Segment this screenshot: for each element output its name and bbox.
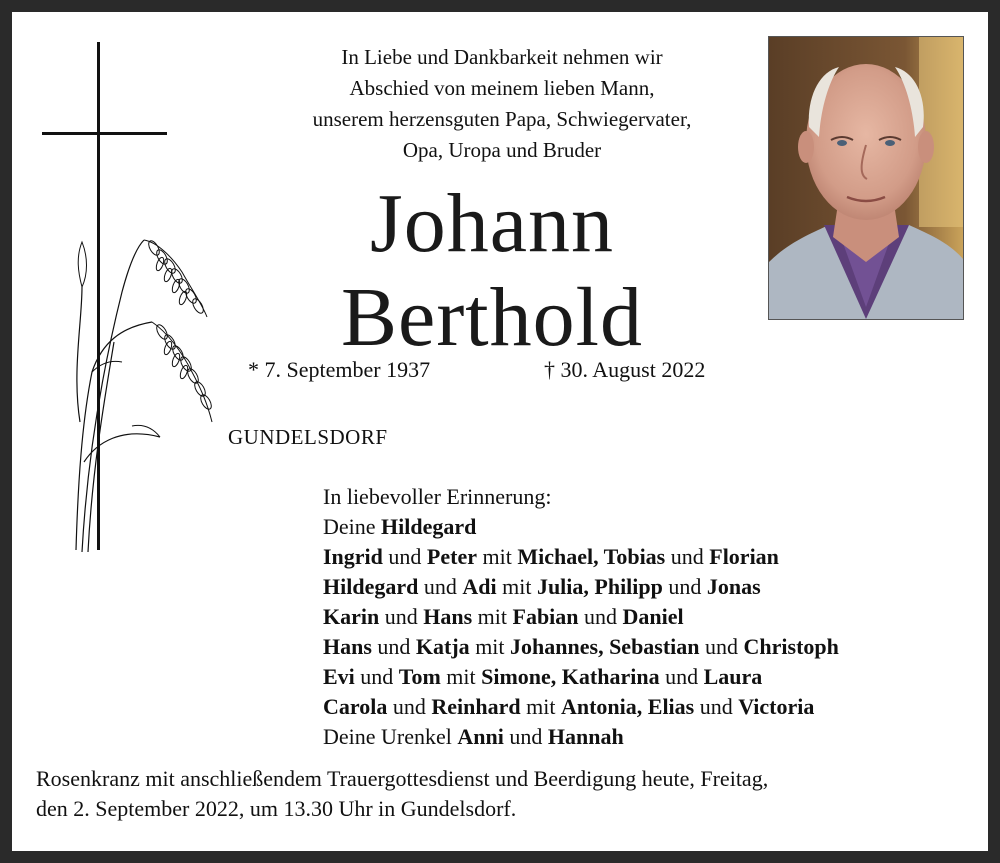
mourner-connector: mit [520, 694, 561, 719]
mourner-name: Antonia, Elias [560, 694, 695, 719]
intro-line: In Liebe und Dankbarkeit nehmen wir [341, 45, 663, 69]
mourner-line [323, 572, 983, 602]
mourners-list [323, 482, 983, 752]
mourner-name: Carola [323, 694, 388, 719]
mourner-connector: und [503, 724, 548, 749]
mourner-connector: und [659, 664, 704, 689]
mourner-name: Daniel [622, 604, 684, 629]
mourner-name: Simone, Katharina [481, 664, 660, 689]
mourner-connector: und [418, 574, 463, 599]
mourner-name: Hildegard [323, 574, 419, 599]
death-date: † 30. August 2022 [544, 357, 706, 382]
mourner-name: Hans [423, 604, 473, 629]
mourner-name: Christoph [743, 634, 839, 659]
mourner-line [323, 632, 983, 662]
last-name: Berthold [341, 271, 643, 364]
mourner-connector: mit [472, 604, 513, 629]
mourner-name: Peter [426, 544, 477, 569]
notice-line-2: den 2. September 2022, um 13.30 Uhr in Gundelsdorf. [36, 796, 517, 821]
hometown: GUNDELSDORF [228, 425, 388, 449]
first-name: Johann [370, 177, 614, 270]
mourner-name: Hannah [547, 724, 624, 749]
mourner-name: Evi [323, 664, 355, 689]
mourner-name: Ingrid [323, 544, 383, 569]
birth-date: * 7. September 1937 [248, 357, 431, 382]
mourner-connector: und [699, 634, 744, 659]
mourners-lines [323, 512, 983, 752]
mourner-name: Johannes, Sebastian [510, 634, 700, 659]
mourner-name: Anni [457, 724, 504, 749]
mourner-name: Jonas [706, 574, 761, 599]
mourner-connector: Deine Urenkel [323, 724, 458, 749]
mourner-name: Hans [323, 634, 372, 659]
mourner-line [323, 602, 983, 632]
intro-line: Opa, Uropa und Bruder [402, 138, 602, 162]
mourner-line [323, 542, 983, 572]
mourner-name: Reinhard [431, 694, 521, 719]
portrait-illustration [769, 37, 963, 319]
funeral-notice [36, 764, 976, 824]
mourner-name: Adi [462, 574, 497, 599]
mourner-line [323, 662, 983, 692]
notice-line-1 [36, 764, 976, 794]
intro-line: Abschied von meinem lieben Mann, [349, 76, 655, 100]
notice-today: heute [641, 766, 690, 791]
notice-text: Rosenkranz mit anschließendem Trauergottesdienst und Beerdigung [36, 766, 642, 791]
intro-text [232, 42, 772, 166]
mourner-connector: und [665, 544, 710, 569]
portrait-photo [768, 36, 964, 320]
mourner-connector: und [694, 694, 739, 719]
mourner-name: Hildegard [381, 514, 477, 539]
intro-line: unserem herzensguten Papa, Schwiegervater, [312, 107, 692, 131]
mourner-name: Karin [323, 604, 380, 629]
mourner-name: Fabian [512, 604, 579, 629]
mourner-name: Victoria [738, 694, 815, 719]
mourner-connector: mit [469, 634, 511, 659]
mourner-connector: und [354, 664, 399, 689]
mourner-line [323, 692, 983, 722]
mourner-connector: mit [440, 664, 482, 689]
mourner-connector: und [578, 604, 623, 629]
mourners-heading: In liebevoller Erinnerung: [323, 484, 552, 509]
mourner-line [323, 512, 983, 542]
mourner-connector: und [379, 604, 424, 629]
cross-with-grain-icon [42, 42, 232, 582]
mourner-connector: und [662, 574, 707, 599]
mourner-name: Tom [398, 664, 441, 689]
mourner-connector: mit [496, 574, 537, 599]
mourner-name: Florian [709, 544, 779, 569]
mourner-line [323, 722, 983, 752]
mourner-connector: und [382, 544, 427, 569]
mourner-name: Katja [415, 634, 470, 659]
mourner-connector: und [387, 694, 432, 719]
mourner-name: Julia, Philipp [536, 574, 663, 599]
mourner-connector: und [371, 634, 416, 659]
mourner-name: Michael, Tobias [517, 544, 666, 569]
mourner-name: Laura [703, 664, 763, 689]
obituary-card [12, 12, 988, 851]
mourner-connector: Deine [323, 514, 382, 539]
mourner-connector: mit [476, 544, 518, 569]
notice-text: , Freitag, [689, 766, 769, 791]
